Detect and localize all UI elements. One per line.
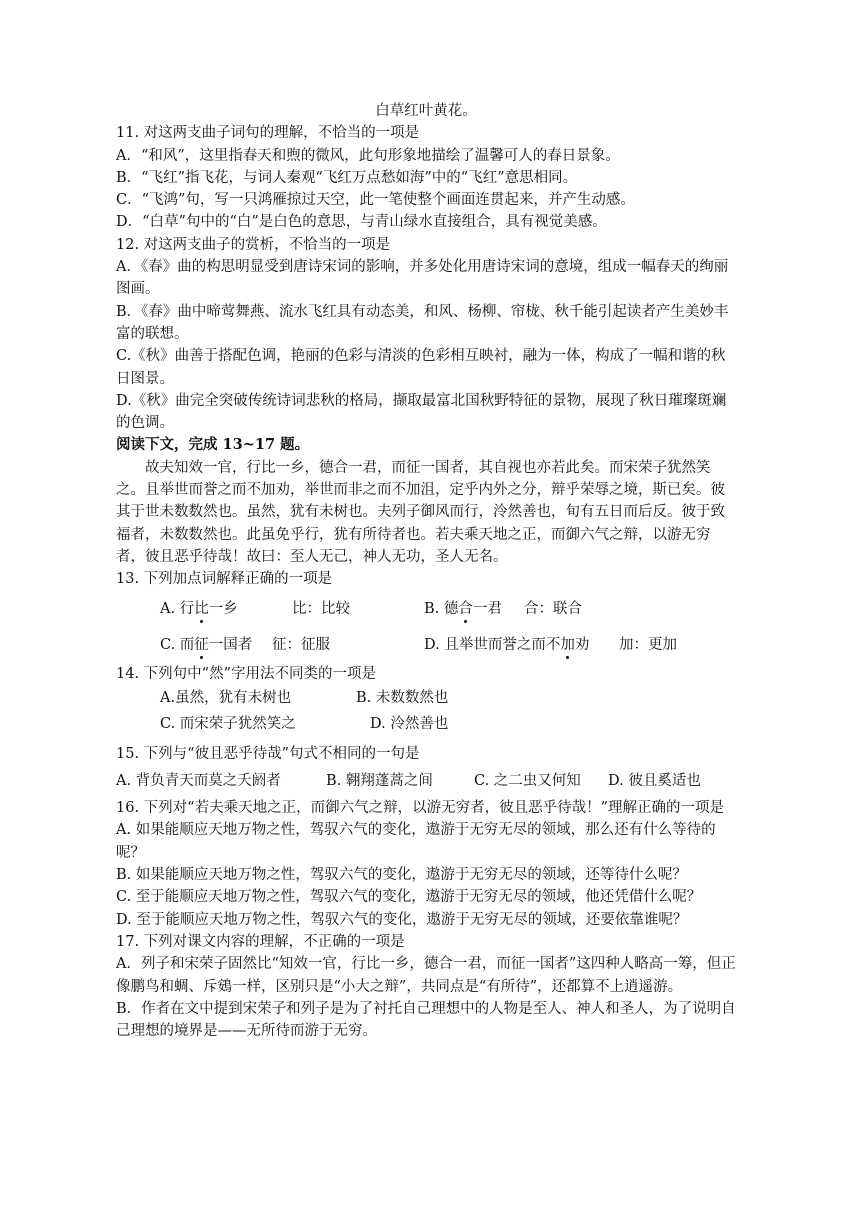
q13-option-c-gloss: 征：征服: [272, 636, 330, 653]
q13-option-b: B. 德合一君: [424, 600, 502, 617]
q13-option-c: C. 而征一国者: [160, 636, 253, 653]
q13-option-a-gloss: 比：比较: [292, 600, 350, 617]
q14-option-d: D. 泠然善也: [370, 715, 449, 732]
q12-stem: 12. 对这两支曲子的赏析，不恰当的一项是: [116, 236, 391, 253]
q14-stem: 14. 下列句中“然”字用法不同类的一项是: [116, 665, 376, 682]
q13-options-row2: [116, 627, 736, 663]
q15-option-c: C. 之二虫又何知: [474, 773, 581, 790]
q14-options-row2: [116, 711, 736, 737]
q17-option-b: B．作者在文中提到宋荣子和列子是为了衬托自己理想中的人物是至人、神人和圣人，为了说明自己理想的境界是——无所待而游于无穷。: [116, 1000, 736, 1040]
q14-option-b: B. 未数数然也: [356, 689, 449, 706]
q13-option-d-gloss: 加：更加: [619, 636, 677, 653]
q16-option-b: B. 如果能顺应天地万物之性，驾驭六气的变化，遨游于无穷无尽的领域，还等待什么呢？: [116, 867, 687, 884]
reading-heading: 阅读下文，完成 13~17 题。: [116, 436, 310, 454]
q13-options-row1: [116, 591, 736, 627]
q15-option-b: B. 翱翔蓬蒿之间: [326, 773, 433, 790]
q12-option-a: A．《春》曲的构思明显受到唐诗宋词的影响，并多处化用唐诗宋词的意境，组成一幅春天的绚丽图画。: [116, 259, 729, 298]
q11-stem: 11. 对这两支曲子词句的理解，不恰当的一项是: [116, 125, 420, 142]
passage: 故夫知效一官，行比一乡，德合一君，而征一国者，其自视也亦若此矣。而宋荣子犹然笑之。且举世而誉之而不加劝，举世而非之而不加沮，定乎内外之分，辩乎荣辱之境，斯已矣。彼其于世未数数然也。虽然，犹有未树也。夫列子御风而行，泠然善也，旬有五日而后反。彼于致福者，未数数然也。此虽免乎行，犹有所待者也。若夫乘天地之正，而御六气之辩，以游无穷者，彼且恶乎待哉！故曰：至人无己，神人无功，圣人无名。: [116, 459, 725, 565]
q14-option-a: A.虽然，犹有未树也: [160, 689, 292, 706]
q14-option-c: C. 而宋荣子犹然笑之: [160, 715, 296, 732]
q12-option-d: D.《秋》曲完全突破传统诗词悲秋的格局，撷取最富北国秋野特征的景物，展现了秋日璀璨斑斓的色调。: [116, 392, 727, 432]
q13-stem: 13. 下列加点词解释正确的一项是: [116, 571, 333, 588]
q16-option-c: C. 至于能顺应天地万物之性，驾驭六气的变化，遨游于无穷无尽的领域，他还凭借什么呢？: [116, 889, 702, 906]
q11-option-a: A．“和风”，这里指春天和煦的微风，此句形象地描绘了温馨可人的春日景象。: [116, 147, 620, 164]
q16-option-d: D. 至于能顺应天地万物之性，驾驭六气的变化，遨游于无穷无尽的领域，还要依靠谁呢？: [116, 911, 688, 928]
q13-option-a: A. 行比一乡: [160, 600, 238, 617]
q11-option-b: B．“飞红”指飞花，与词人秦观“飞红万点愁如海”中的“飞红”意思相同。: [116, 169, 578, 186]
q13-option-b-gloss: 合：联合: [524, 600, 582, 617]
q16-option-a: A. 如果能顺应天地万物之性，驾驭六气的变化，遨游于无穷无尽的领域，那么还有什么等待的呢？: [116, 822, 716, 861]
q13-option-d: D. 且举世而誉之而不加劝: [424, 636, 590, 653]
q12-option-b: B．《春》曲中啼莺舞燕、流水飞红具有动态美，和风、杨柳、帘栊、秋千能引起读者产生美妙丰富的联想。: [116, 303, 729, 342]
q17-stem: 17. 下列对课文内容的理解，不正确的一项是: [116, 933, 405, 950]
q11-option-c: C．“飞鸿”句，写一只鸿雁掠过天空，此一笔使整个画面连贯起来，并产生动感。: [116, 192, 635, 209]
q14-options-row1: [116, 685, 736, 711]
q15-stem: 15. 下列与“彼且恶乎待哉”句式不相同的一句是: [116, 745, 420, 762]
q15-options: [116, 765, 736, 797]
exam-page: [116, 100, 736, 1042]
poem-last-line: 白草红叶黄花。: [375, 103, 477, 119]
q16-stem: 16. 下列对“若夫乘天地之正，而御六气之辩，以游无穷者，彼且恶乎待哉！”理解正确的一项是: [116, 800, 724, 817]
q12-option-c: C.《秋》曲善于搭配色调，艳丽的色彩与清淡的色彩相互映衬，融为一体，构成了一幅和谐的秋日图景。: [116, 348, 726, 387]
q15-option-a: A. 背负青天而莫之夭阏者: [116, 773, 281, 790]
q15-option-d: D. 彼且奚适也: [608, 773, 701, 790]
q17-option-a: A．列子和宋荣子固然比“知效一官，行比一乡，德合一君，而征一国者”这四种人略高一筹，但正像鹏鸟和蜩、斥鴳一样，区别只是“小大之辩”，共同点是“有所待”，还都算不上逍遥游。: [116, 956, 736, 995]
q11-option-d: D．“白草”句中的“白”是白色的意思，与青山绿水直接组合，具有视觉美感。: [116, 214, 607, 231]
